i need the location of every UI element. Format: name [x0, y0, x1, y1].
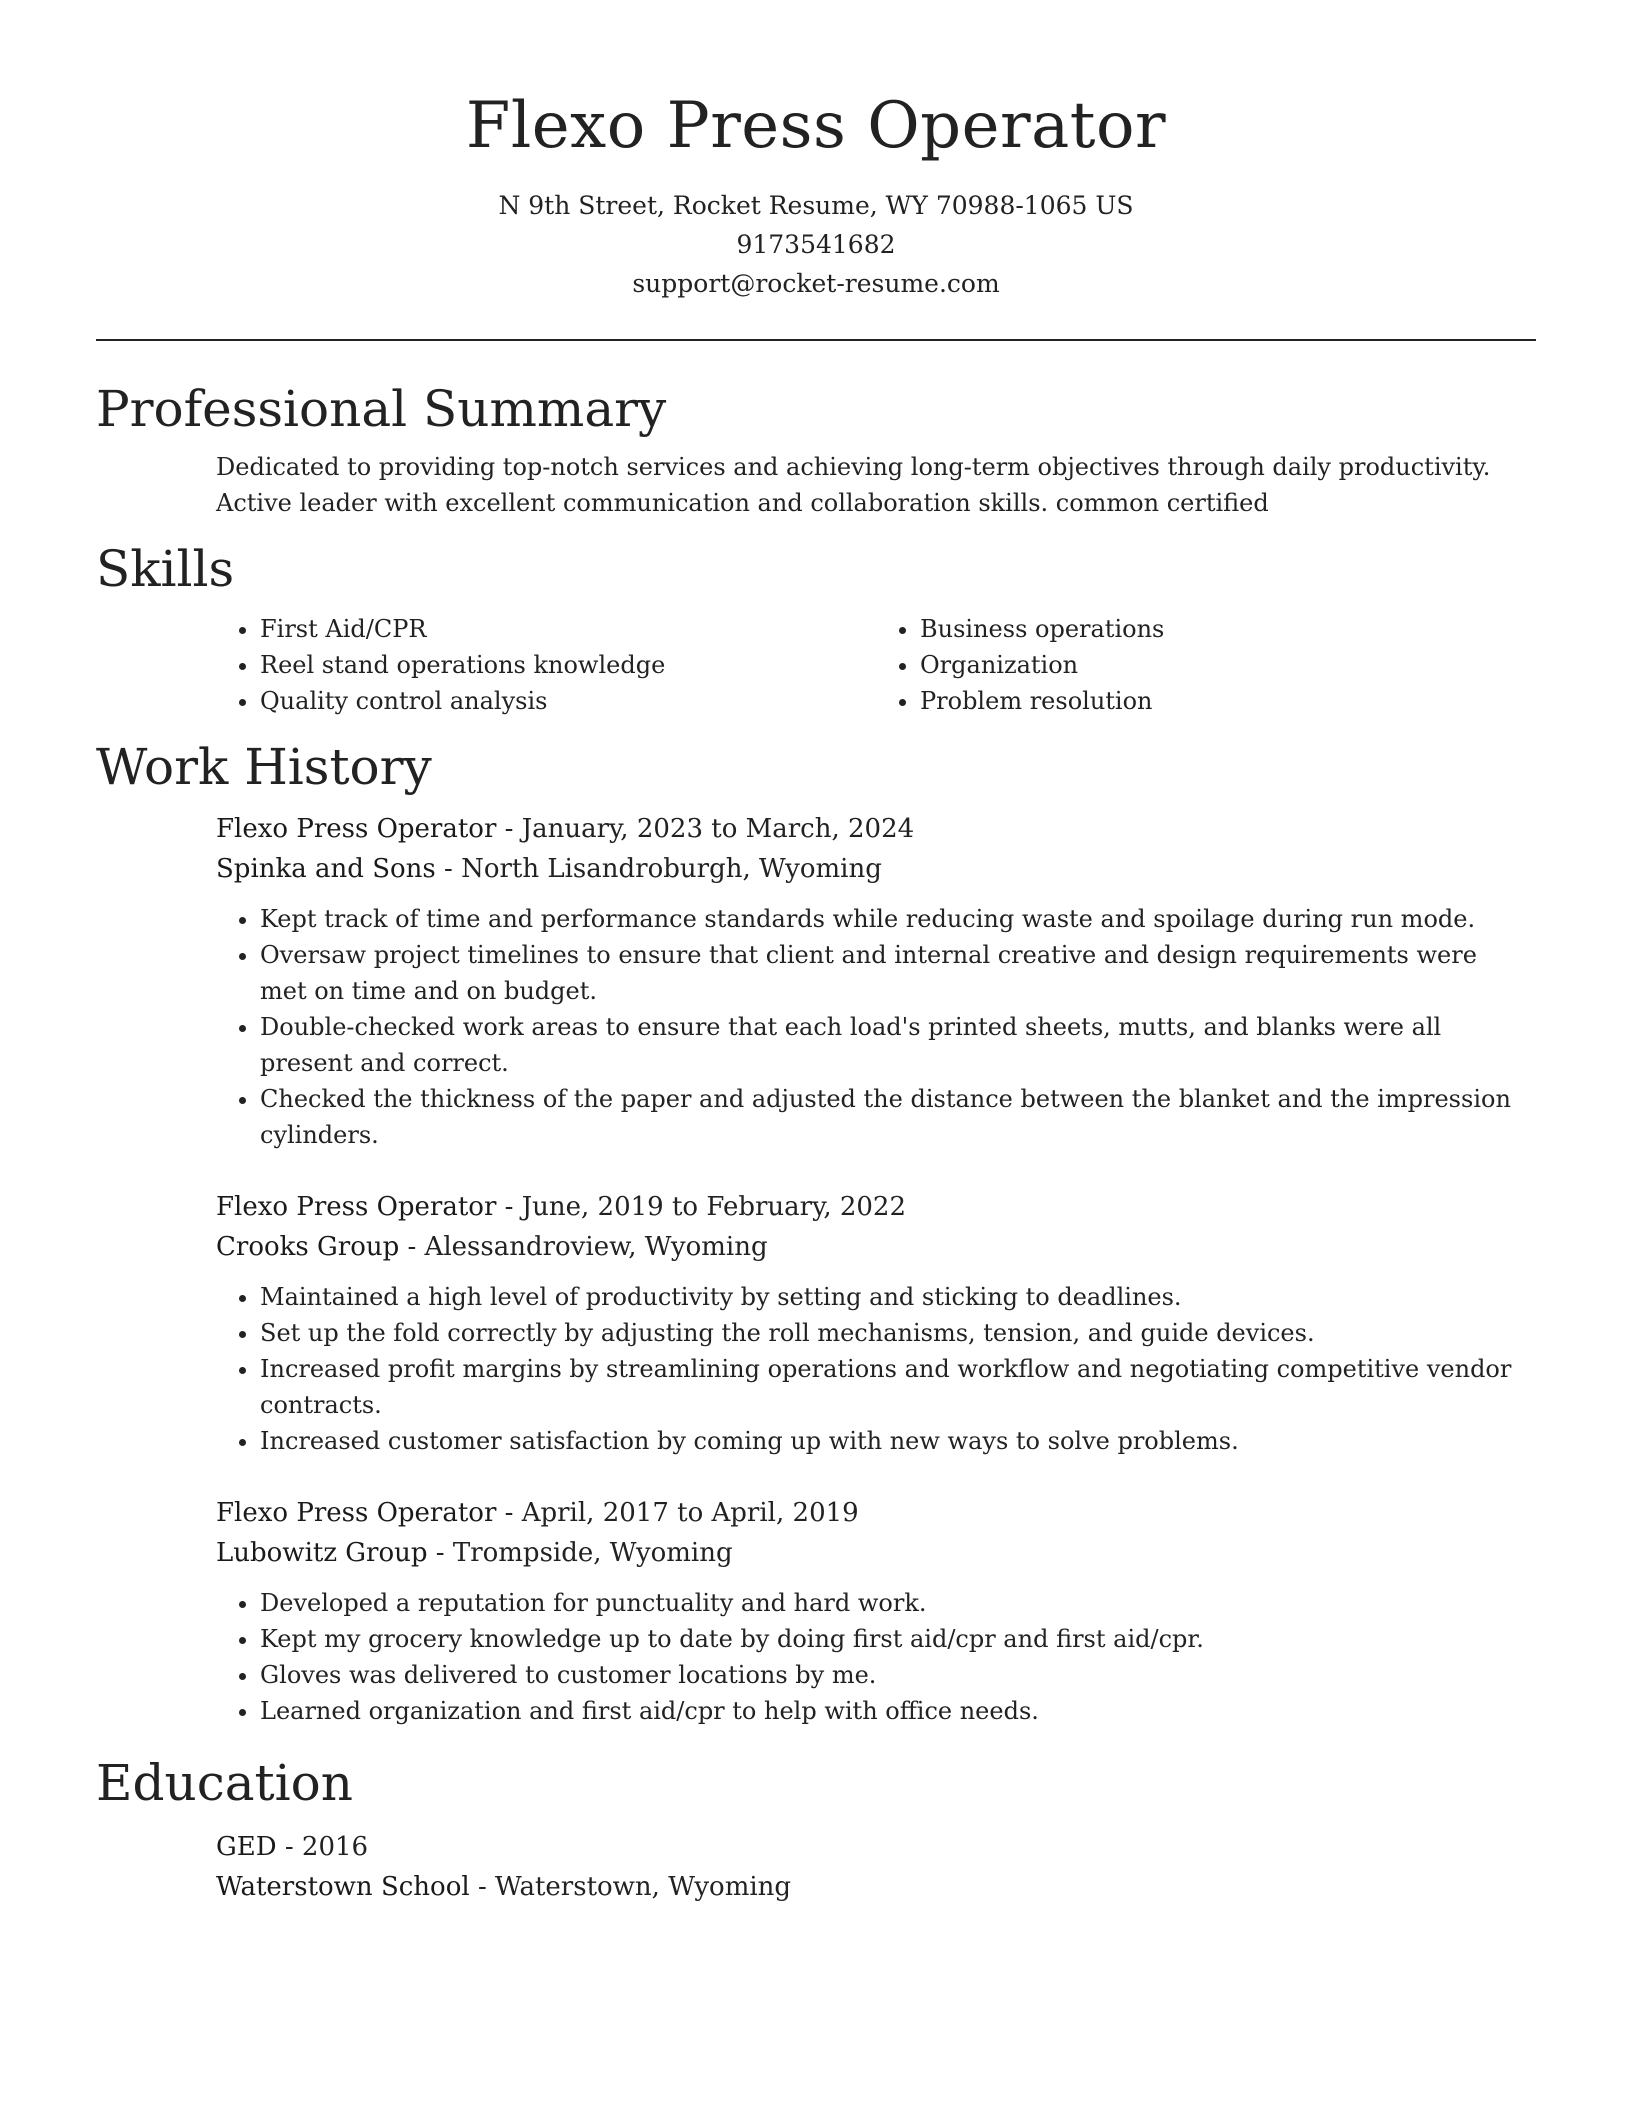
job-company: Lubowitz Group	[216, 1538, 428, 1568]
job-bullet: • Set up the fold correctly by adjusting the roll mechanisms, tension, and guide devices.	[260, 1315, 1526, 1351]
job-company: Crooks Group	[216, 1232, 400, 1262]
job-title: Flexo Press Operator	[216, 1192, 497, 1222]
skills-column-left	[216, 611, 876, 719]
degree-line	[216, 1827, 1536, 1867]
skill-item: • Problem resolution	[920, 683, 1536, 719]
job-title-line	[216, 809, 1536, 849]
job-bullet: • Increased customer satisfaction by coming up with new ways to solve problems.	[260, 1423, 1526, 1459]
job-location: - Trompside, Wyoming	[427, 1538, 733, 1568]
work-history-section	[96, 735, 1536, 1729]
skill-item: • First Aid/CPR	[260, 611, 876, 647]
work-history-title: Work History	[96, 738, 432, 796]
job-bullets	[216, 1279, 1536, 1459]
education-section	[96, 1751, 1536, 1907]
job-bullet: • Developed a reputation for punctuality and hard work.	[260, 1585, 1526, 1621]
phone: 9173541682	[736, 230, 896, 259]
skill-item: • Business operations	[920, 611, 1536, 647]
candidate-name: Flexo Press Operator	[465, 89, 1167, 163]
school-location: - Waterstown, Wyoming	[469, 1872, 792, 1902]
skills-column-right	[876, 611, 1536, 719]
header-divider	[96, 339, 1536, 341]
summary-title: Professional Summary	[96, 380, 667, 438]
job-bullet: • Increased profit margins by streamlining operations and workflow and negotiating competitive vendor contracts.	[260, 1351, 1526, 1423]
job-bullet: • Kept track of time and performance standards while reducing waste and spoilage during run mode.	[260, 901, 1526, 937]
job-company: Spinka and Sons	[216, 854, 436, 884]
job-entry	[216, 1493, 1536, 1729]
summary-section	[96, 377, 1536, 521]
job-entry	[216, 1187, 1536, 1459]
job-bullet: • Maintained a high level of productivity by setting and sticking to deadlines.	[260, 1279, 1526, 1315]
address: N 9th Street, Rocket Resume, WY 70988-1065 US	[498, 191, 1134, 220]
skills-section	[96, 537, 1536, 719]
job-bullets	[216, 1585, 1536, 1729]
job-title-line	[216, 1187, 1536, 1227]
job-location: - Alessandroview, Wyoming	[399, 1232, 768, 1262]
skills-title: Skills	[96, 540, 235, 598]
skill-item: • Reel stand operations knowledge	[260, 647, 876, 683]
job-title-line	[216, 1493, 1536, 1533]
job-entry	[216, 809, 1536, 1153]
job-bullets	[216, 901, 1536, 1153]
job-company-line	[216, 1227, 1536, 1267]
job-company-line	[216, 849, 1536, 889]
job-title: Flexo Press Operator	[216, 1498, 497, 1528]
job-dates: - April, 2017 to April, 2019	[496, 1498, 859, 1528]
job-bullet: • Oversaw project timelines to ensure that client and internal creative and design requirements were met on time and on budget.	[260, 937, 1526, 1009]
job-company-line	[216, 1533, 1536, 1573]
graduation-year: - 2016	[276, 1832, 369, 1862]
job-bullet: • Checked the thickness of the paper and adjusted the distance between the blanket and the impression cylinders.	[260, 1081, 1526, 1153]
job-bullet: • Gloves was delivered to customer locations by me.	[260, 1657, 1526, 1693]
skills-grid	[216, 611, 1536, 719]
education-entry	[216, 1827, 1536, 1907]
job-bullet: • Double-checked work areas to ensure that each load's printed sheets, mutts, and blanks were all present and correct.	[260, 1009, 1526, 1081]
job-dates: - January, 2023 to March, 2024	[496, 814, 915, 844]
skill-item: • Organization	[920, 647, 1536, 683]
skill-item: • Quality control analysis	[260, 683, 876, 719]
contact-block	[96, 186, 1536, 303]
job-bullet: • Learned organization and first aid/cpr to help with office needs.	[260, 1693, 1526, 1729]
email: support@rocket-resume.com	[632, 269, 1000, 298]
job-dates: - June, 2019 to February, 2022	[496, 1192, 907, 1222]
education-title: Education	[96, 1754, 353, 1812]
job-bullet: • Kept my grocery knowledge up to date by doing first aid/cpr and first aid/cpr.	[260, 1621, 1526, 1657]
school-line	[216, 1867, 1536, 1907]
degree: GED	[216, 1832, 277, 1862]
job-title: Flexo Press Operator	[216, 814, 497, 844]
job-location: - North Lisandroburgh, Wyoming	[435, 854, 882, 884]
school-name: Waterstown School	[216, 1872, 470, 1902]
resume-header	[96, 0, 1536, 303]
summary-text: Dedicated to providing top-notch services and achieving long-term objectives through daily productivity. Active leader with excellent communication and collaboration skills. common certified	[216, 453, 1491, 517]
